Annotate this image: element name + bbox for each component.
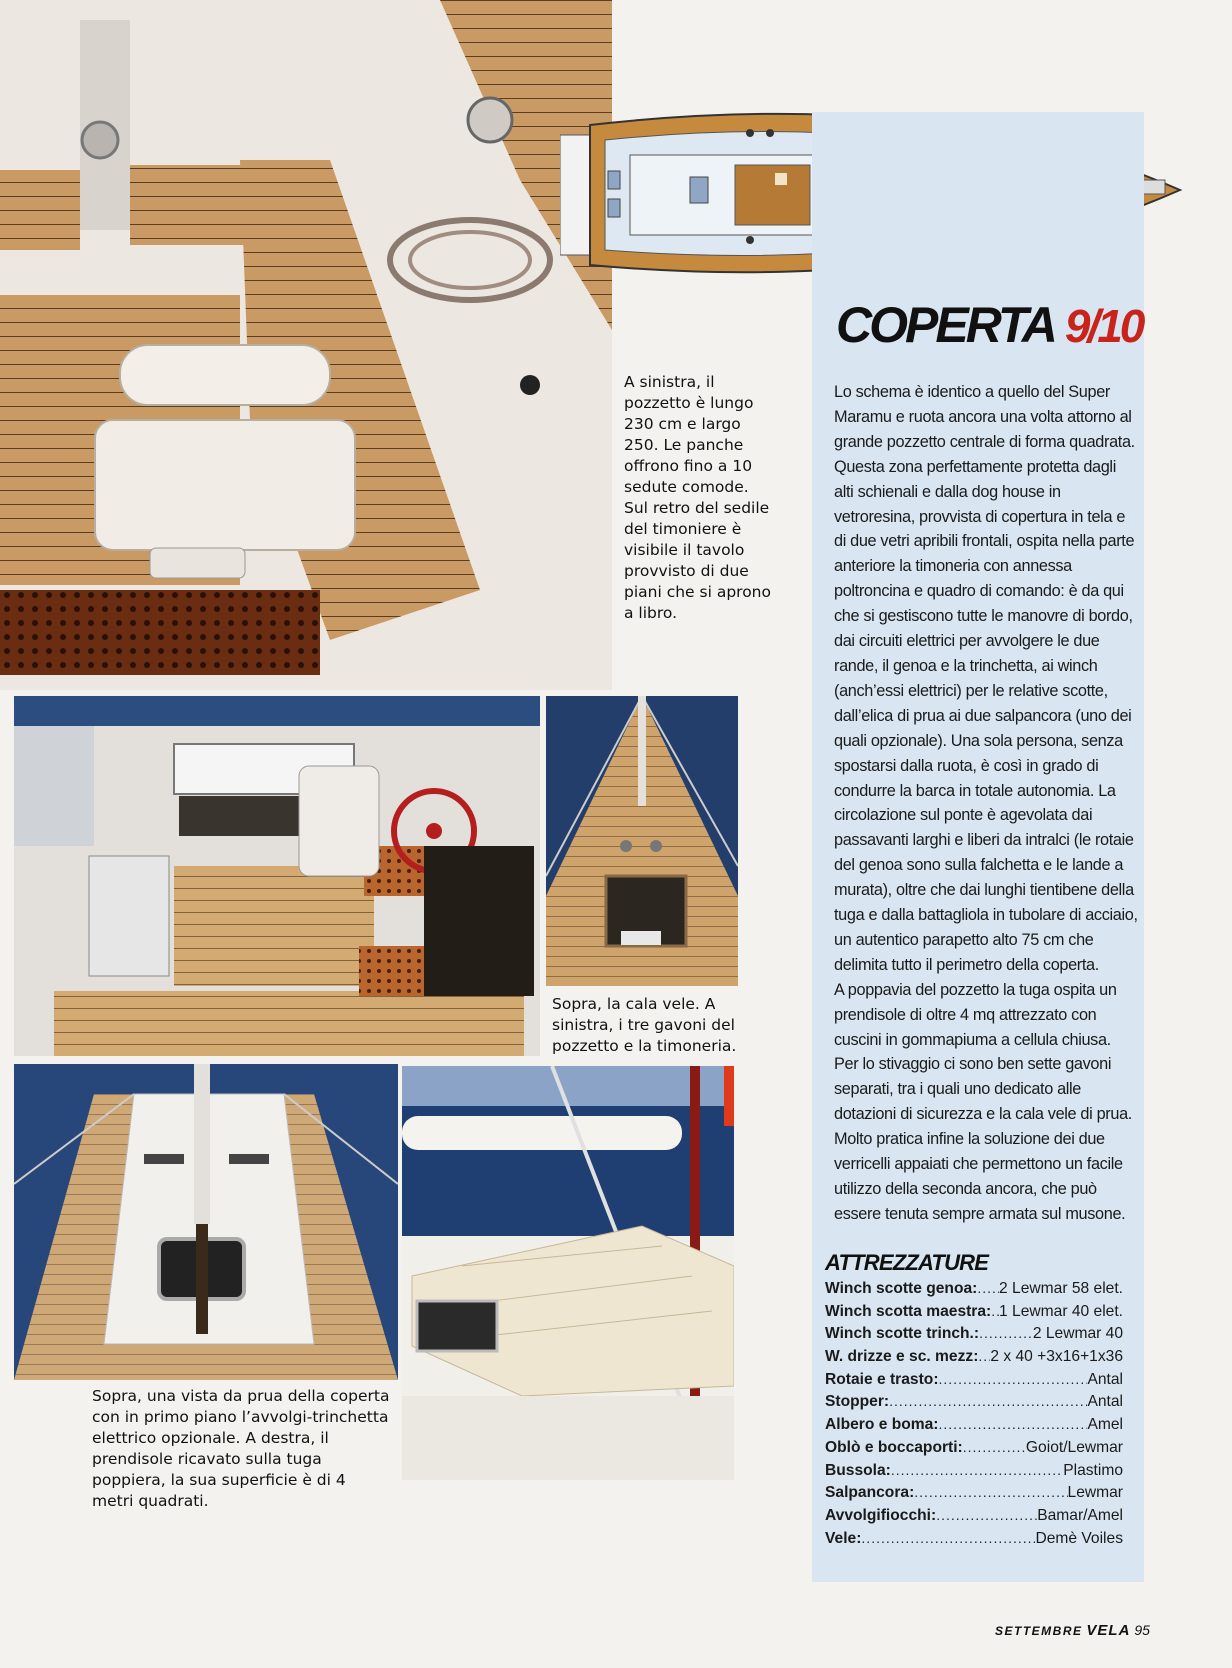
equipment-row bbox=[825, 1280, 1123, 1303]
equipment-heading: ATTREZZATURE bbox=[825, 1250, 989, 1275]
page-number: 95 bbox=[1134, 1622, 1150, 1638]
equipment-value: Amel bbox=[1087, 1416, 1123, 1434]
equipment-row bbox=[825, 1371, 1123, 1394]
equipment-row bbox=[825, 1462, 1123, 1485]
equipment-label: Winch scotte genoa: bbox=[825, 1280, 978, 1297]
photo-cockpit bbox=[0, 0, 612, 690]
equipment-row bbox=[825, 1348, 1123, 1371]
equipment-label: Winch scotta maestra: bbox=[825, 1302, 992, 1320]
equipment-value: Demè Voiles bbox=[1035, 1529, 1123, 1547]
photo-sail-locker bbox=[546, 696, 738, 986]
article-body bbox=[834, 380, 1139, 1227]
equipment-value: 2 Lewmar 40 bbox=[1032, 1325, 1123, 1343]
equipment-label: Winch scotte trinch.: bbox=[825, 1325, 980, 1343]
equipment-row bbox=[825, 1393, 1123, 1416]
equipment-label: W. drizze e sc. mezz: bbox=[825, 1348, 979, 1366]
equipment-list bbox=[825, 1280, 1123, 1552]
equipment-value: 1 Lewmar 40 elet. bbox=[999, 1302, 1123, 1320]
equipment-value: Antal bbox=[1087, 1370, 1123, 1388]
caption-deck-view: Sopra, una vista da prua della coperta con in primo piano l’avvolgi-trinchetta elettrico opzionale. A destra, il prendisole ricavato sulla tuga poppiera, la sua superficie è di 4 metri quadrati. bbox=[92, 1387, 390, 1510]
equipment-row bbox=[825, 1507, 1123, 1530]
section-title bbox=[836, 296, 1142, 354]
equipment-label: Bussola: bbox=[825, 1461, 891, 1479]
equipment-value: Goiot/Lewmar bbox=[1025, 1438, 1123, 1456]
equipment-label: Oblò e boccaporti: bbox=[825, 1438, 963, 1456]
body-paragraph: Lo schema è identico a quello del Super Maramu e ruota ancora una volta attorno al grande pozzetto centrale di forma quadrata. Questa zona perfettamente protetta dagli alti schienali e dalla dog house in vetroresina, provvista di copertura in tela e di due vetri apribili frontali, ospita nella parte anteriore la timoneria con annessa poltroncina e quadro di comando: è da qui che si gestiscono tutte le manovre di bordo, dai circuiti elettrici per avvolgere le due rande, il genoa e la trinchetta, ai winch (anch’essi elettrici) per le relative scotte, dall’elica di prua ai due salpancora (uno dei quali opzionale). Una sola persona, senza spostarsi dalla ruota, è così in grado di condurre la barca in totale autonomia. La circolazione sul ponte è agevolata dai passavanti larghi e liberi da intralci (le rotaie del genoa sono sulla falchetta e le lande a murata), oltre che dai lunghi tientibene della tuga e dalla battagliola in tubolare di acciaio, un autentico parapetto alto 75 cm che delimita tutto il perimetro della coperta. bbox=[834, 383, 1138, 974]
photo-sun-pad bbox=[402, 1066, 734, 1480]
equipment-value: Lewmar bbox=[1067, 1484, 1123, 1502]
folio-month: SETTEMBRE bbox=[995, 1624, 1083, 1638]
page-folio bbox=[995, 1622, 1150, 1639]
equipment-row bbox=[825, 1416, 1123, 1439]
equipment-value: Plastimo bbox=[1063, 1461, 1123, 1479]
caption-cockpit: A sinistra, il pozzetto è lungo 230 cm e largo 250. Le panche offrono fino a 10 sedute comode. Sul retro del sedile del timoniere è visibile il tavolo provvisto di due piani che si aprono a libro. bbox=[624, 373, 771, 622]
equipment-value: Bamar/Amel bbox=[1037, 1506, 1123, 1524]
equipment-row bbox=[825, 1484, 1123, 1507]
photo-deck-from-bow bbox=[14, 1064, 398, 1380]
equipment-row bbox=[825, 1530, 1123, 1553]
equipment-label: Stopper: bbox=[825, 1393, 890, 1411]
equipment-label: Albero e boma: bbox=[825, 1416, 939, 1434]
equipment-label: Salpancora: bbox=[825, 1484, 915, 1502]
equipment-label: Vele: bbox=[825, 1529, 862, 1547]
equipment-row bbox=[825, 1325, 1123, 1348]
equipment-label: Rotaie e trasto: bbox=[825, 1370, 939, 1388]
equipment-value: 2 x 40 +3x16+1x36 bbox=[990, 1348, 1123, 1366]
body-paragraph: A poppavia del pozzetto la tuga ospita un prendisole di oltre 4 mq attrezzato con cuscini in gommapiuma a cellula chiusa. Per lo stivaggio ci sono ben sette gavoni separati, tra i quali uno dedicato alle dotazioni di sicurezza e la cala vele di prua. Molto pratica infine la soluzione dei due verricelli appaiati che permettono un facile utilizzo della seconda ancora, che può essere tenuta sempre armata sul musone. bbox=[834, 980, 1132, 1223]
equipment-row bbox=[825, 1303, 1123, 1326]
equipment-value: 2 Lewmar 58 elet. bbox=[999, 1280, 1123, 1297]
equipment-label: Avvolgifiocchi: bbox=[825, 1506, 937, 1524]
score-badge: 9/10 bbox=[1064, 300, 1143, 352]
equipment-row bbox=[825, 1439, 1123, 1462]
equipment-value: Antal bbox=[1087, 1393, 1123, 1411]
folio-magazine: VELA bbox=[1086, 1622, 1131, 1639]
section-title-text: COPERTA bbox=[836, 297, 1055, 353]
photo-cockpit-lockers bbox=[14, 696, 540, 1056]
caption-sail-locker: Sopra, la cala vele. A sinistra, i tre gavoni del pozzetto e la timoneria. bbox=[552, 995, 737, 1055]
